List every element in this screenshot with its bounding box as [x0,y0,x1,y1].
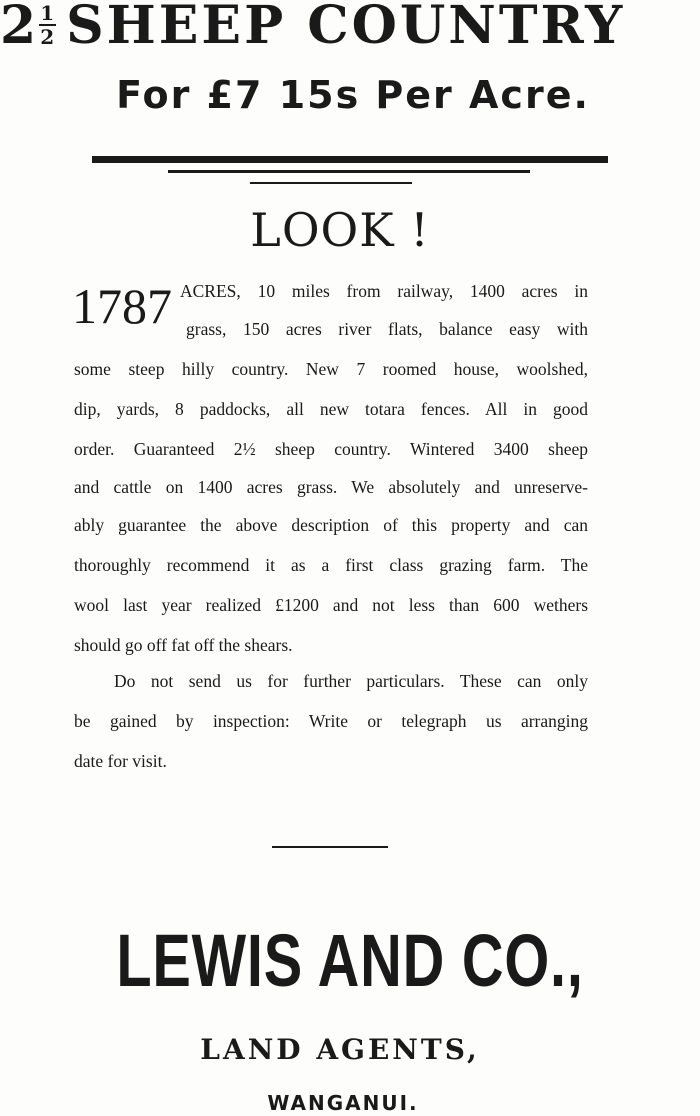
headline-fraction-numerator: 1 [40,1,56,25]
price-subheadline: For £7 15s Per Acre. [116,73,590,117]
body-line: ACRES, 10 miles from railway, 1400 acres in [180,281,588,301]
divider-thick [92,156,608,163]
headline-title: SHEEP COUNTRY [66,0,626,56]
headline-fraction [39,2,56,48]
body-line: dip, yards, 8 paddocks, all new totara fences. All in good [74,399,588,419]
headline [0,0,700,56]
body-line: order. Guaranteed 2½ sheep country. Wintered 3400 sheep [74,439,588,459]
body-line: date for visit. [74,751,167,771]
body-line: grass, 150 acres river flats, balance easy with [186,319,588,339]
headline-whole: 2 [0,0,38,56]
divider-short [250,182,412,184]
look-heading: LOOK ! [250,203,430,257]
acreage-number: 1787 [72,278,172,334]
company-name: LEWIS AND CO., [116,919,584,1002]
body-line: and cattle on 1400 acres grass. We absolutely and unreserve- [74,477,588,497]
divider-medium [168,170,530,173]
body-line: Do not send us for further particulars. These can only [114,671,588,691]
body-line: ably guarantee the above description of this property and can [74,515,588,535]
divider-footer [272,846,388,848]
body-line: wool last year realized £1200 and not less than 600 wethers [74,595,588,615]
body-line: should go off fat off the shears. [74,635,293,655]
body-line: be gained by inspection: Write or telegraph us arranging [74,711,588,731]
company-location: WANGANUI. [267,1091,419,1115]
body-line: thoroughly recommend it as a first class grazing farm. The [74,555,588,575]
company-role: LAND AGENTS, [200,1033,480,1066]
body-line: some steep hilly country. New 7 roomed house, woolshed, [74,359,588,379]
headline-fraction-denominator: 2 [40,25,56,49]
